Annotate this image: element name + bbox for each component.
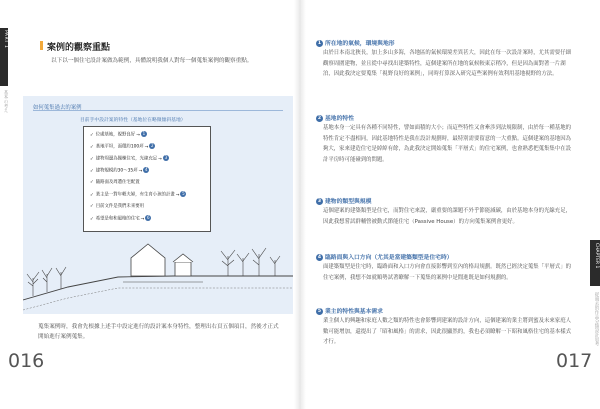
checklist-item-text: 建物規模約30～35坪: [95, 168, 138, 174]
bottom-paragraph: 蒐集案例時，我會先根據上述手中設定進行的設計案本身特性，整理出右頁五個項目，然後才正式開始進行案例蒐集。: [38, 324, 279, 340]
figure-caption: 如何蒐集過去的案例: [33, 105, 82, 111]
section-body: 業主個人的興趣和家庭人數之類的特性也會影響到建案的設計方向，這個建案的業主將到蜜及未來家庭人數可能增加，還提出了「昭和風格」的需求，因此很顯然的，我也必須瞭解一下昭和風格住宅的基本樣式才行。: [323, 318, 571, 345]
number-badge: 2: [317, 116, 322, 121]
arrow-icon: →: [140, 216, 145, 222]
section-body: 這個建案的建築類型是住宅，而對住宅來說，嚴重要的課題不外乎節能減碳，由於基地本身的光線充足，因此我想嘗試群輔營被動式節能住宅（Passive House）的方向蒐集案例會更好。: [323, 208, 571, 225]
section-heading: [316, 306, 383, 315]
checklist-item: [90, 143, 155, 150]
part-tab-label: PART 1: [3, 30, 8, 49]
checklist-item-text: 位處基地，視野良好: [95, 132, 136, 138]
check-icon: ✓: [90, 144, 94, 150]
checklist-item-text: 基地平坦，面積約100坪: [95, 144, 144, 150]
tree-icon: [221, 248, 280, 276]
number-badge: 3: [317, 199, 322, 204]
section-body: 面建築類型是住宅時，臨路面和入口方向會直接影響到室內的格局規劃。既然已經決定蒐集「平層式」的住宅案例，我想不如就順勢試著瞭解一下蒐集的案例中是閒進既是如何規劃的。: [323, 264, 571, 281]
check-icon: ✓: [90, 156, 94, 162]
number-badge: 6: [147, 215, 150, 220]
section-heading-text: 臨路面與入口方向（尤其是當建築類型是住宅時）: [325, 255, 453, 261]
section-heading: [316, 113, 354, 122]
check-icon: ✓: [90, 180, 94, 185]
section-heading: [316, 196, 371, 205]
page-number-right: 017: [556, 350, 593, 372]
part-tab-subtitle: 基本の考え: [3, 90, 8, 113]
section-heading-text: 建物的類型與規模: [325, 199, 372, 205]
checklist-item: [90, 203, 144, 209]
chapter-tab-subtitle: 從過去的作品分類設計思考: [594, 292, 599, 346]
section-body: 由於日本南北狹長，加上多山多海，各地區的氣候環境差異甚大，因此在每一次設計案時，尤其需要仔細觀察周圍建物，並且從中尋找出建築特性，這個建案所在地的氣候較東京稍冷，但是因為面對著一片湖泊，因此我決定要蒐集「視野良好的案例」，同時打算深入研究這些案例有效利用基地視野的方法。: [323, 50, 571, 77]
tree-icon: [27, 267, 66, 296]
figure-subtitle: 目前手中設計案的特性（基地位在略微傾斜基地）: [80, 118, 186, 123]
checklist-item: [90, 131, 147, 138]
site-sketch: [23, 232, 293, 314]
checklist-item: [90, 167, 149, 174]
number-badge: 5: [182, 191, 185, 196]
number-badge: 2: [151, 143, 154, 148]
number-badge: 4: [145, 167, 148, 172]
section-marker: [40, 41, 43, 50]
section-title: 案例的觀察重點: [47, 43, 111, 53]
book-gutter: [294, 0, 306, 409]
section-heading: [316, 252, 453, 261]
checklist-item-text: 隨路面及周遭住宅配置: [95, 180, 140, 185]
number-badge: 1: [142, 131, 146, 136]
checklist-item: [90, 155, 169, 162]
page-number-left: 016: [8, 350, 45, 372]
checklist-item-text: 建物周邊為獨棟住宅，光線充足: [95, 156, 158, 162]
checklist-item-text: 業主是一對年輕夫婦，有生育小孩的計畫: [95, 192, 175, 198]
checklist-item: [90, 179, 140, 185]
section-heading-text: 業主的特性與基本需求: [325, 309, 383, 315]
contour-line: [23, 288, 293, 310]
chapter-tab-label: CHAPTER 1: [594, 243, 599, 269]
arrow-icon: →: [144, 144, 149, 150]
section-heading: [316, 38, 395, 47]
check-icon: ✓: [90, 216, 94, 222]
checklist-item: [90, 191, 186, 198]
number-badge: 3: [164, 155, 168, 160]
check-icon: ✓: [90, 132, 94, 138]
checklist-item-text: 目前文件是我們未來要用: [95, 204, 144, 209]
arrow-icon: →: [158, 156, 162, 162]
house-icon: [131, 244, 193, 276]
checklist-item: [90, 215, 151, 222]
arrow-icon: →: [136, 132, 140, 138]
check-icon: ✓: [90, 204, 94, 209]
check-icon: ✓: [90, 192, 94, 198]
section-body: 基地本身一定具有各種不同特性，譬如面積的大小；而這些特性又會牽涉到法規限制，由於每一種基地的特性肯定不盡相同，因此基地特性是我在設計規劃時，最特別需要留意的一大重點。這個建案的基地因為夠大，家來建造住宅是綽綽有餘，為此我決定開始蒐集「平層式」的住宅案例，也會熟悉把蒐集集中在設計平房時可能碰到的問題。: [323, 125, 571, 163]
number-badge: 4: [317, 255, 322, 260]
check-icon: ✓: [90, 168, 94, 174]
figure-divider: [33, 110, 283, 111]
checklist-item-text: 希望是和和風格的住宅: [95, 216, 140, 222]
section-heading-text: 基地的特性: [325, 116, 354, 122]
intro-paragraph: 以下以一個住宅設計案做為範例，具體說明我個人對每一個蒐集案例的觀察重點。: [51, 58, 253, 64]
section-heading-text: 所在地的氣候，環境與地形: [325, 41, 395, 47]
number-badge: 5: [317, 309, 322, 314]
arrow-icon: →: [138, 168, 143, 174]
arrow-icon: →: [175, 192, 180, 198]
number-badge: 1: [317, 41, 322, 46]
